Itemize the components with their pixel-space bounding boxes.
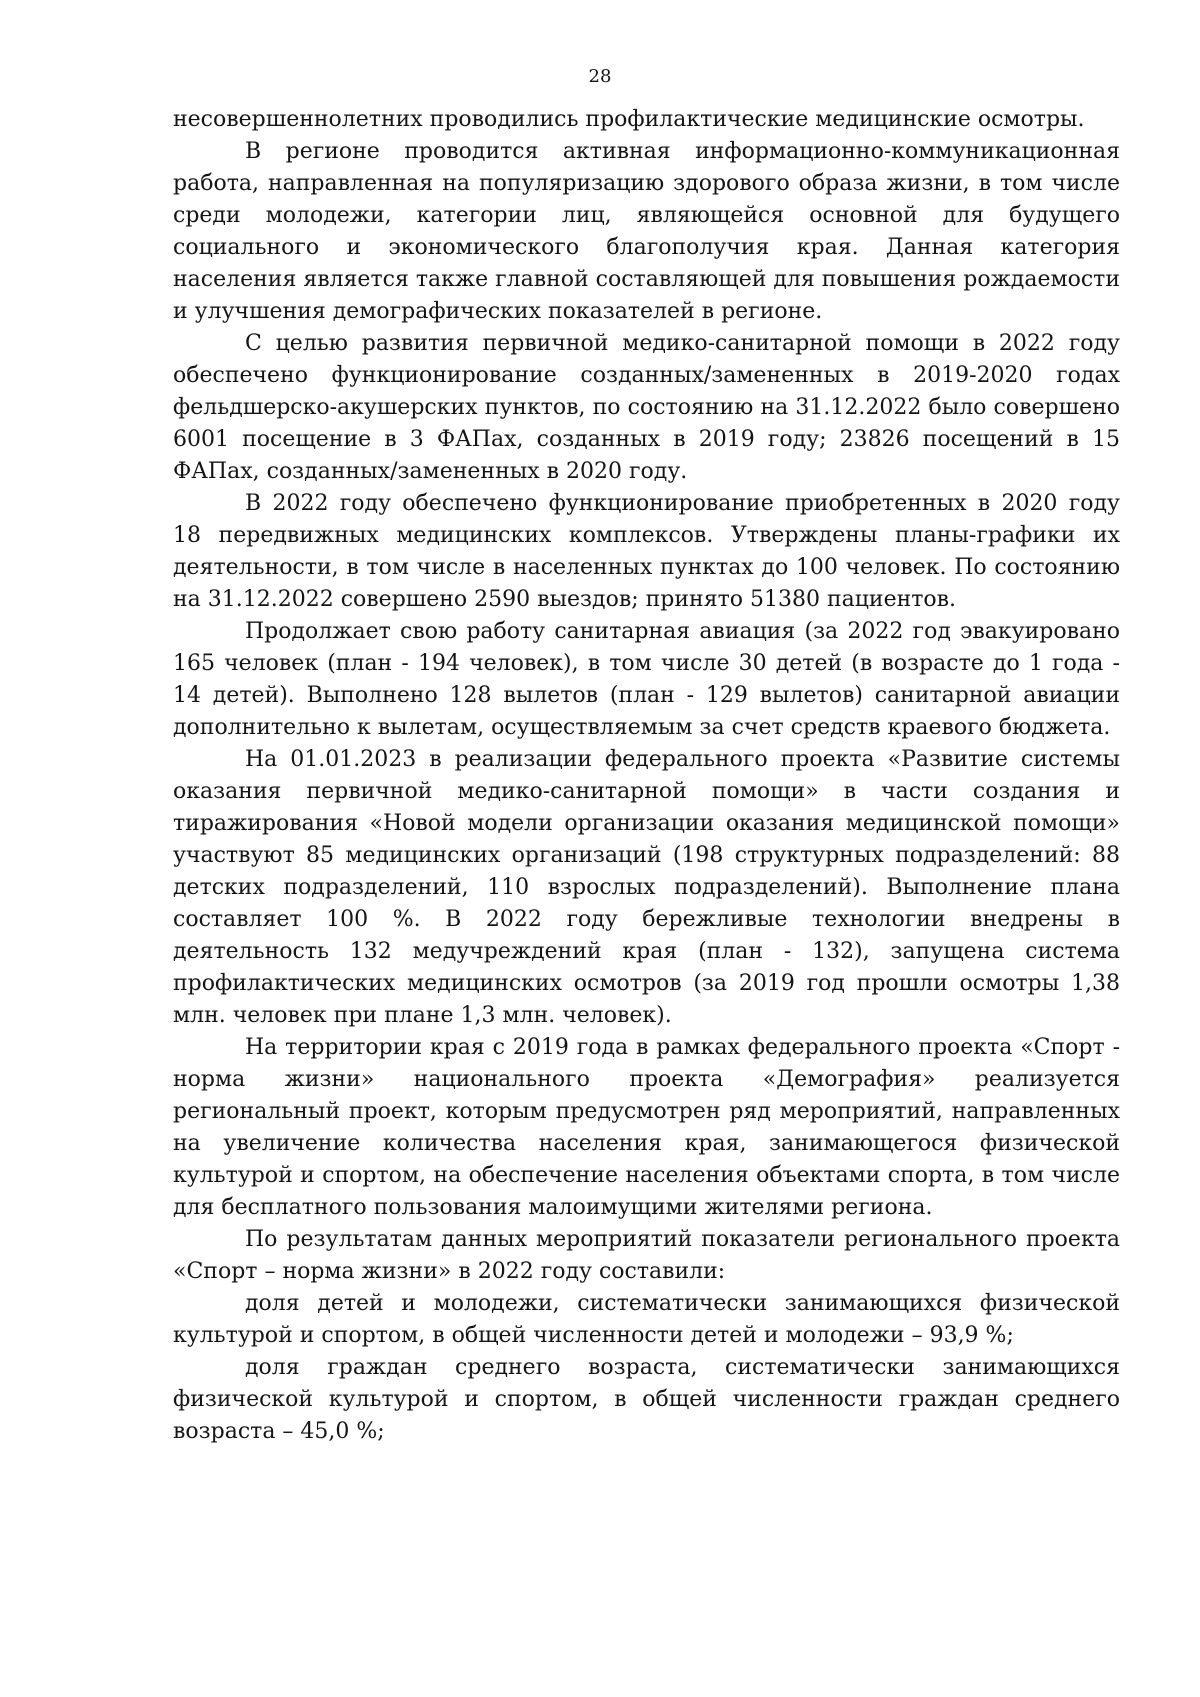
- paragraph-results-intro: По результатам данных мероприятий показатели регионального проекта «Спорт – норма жизни» в 2022 году составили:: [173, 1227, 1120, 1284]
- paragraph-sanitary-aviation: Продолжает свою работу санитарная авиация (за 2022 год эвакуировано 165 человек (план - 194 человек), в том числе 30 детей (в возрасте до 1 года - 14 детей). Выполнено 128 вылетов (план - 129 вылетов) санитарной авиации дополнительно к вылетам, осуществляемым за счет средств краевого бюджета.: [173, 619, 1120, 740]
- paragraph-sport-project: На территории края с 2019 года в рамках федерального проекта «Спорт - норма жизни» национального проекта «Демография» реализуется региональный проект, которым предусмотрен ряд мероприятий, направленных на увеличение количества населения края, занимающегося физической культурой и спортом, на обеспечение населения объектами спорта, в том числе для бесплатного пользования малоимущими жителями региона.: [173, 1035, 1120, 1220]
- paragraph-federal-project: На 01.01.2023 в реализации федерального проекта «Развитие системы оказания первичной медико-санитарной помощи» в части создания и тиражирования «Новой модели организации оказания медицинской помощи» участвуют 85 медицинских организаций (198 структурных подразделений: 88 детских подразделений, 110 взрослых подразделений). Выполнение плана составляет 100 %. В 2022 году бережливые технологии внедрены в деятельность 132 медучреждений края (план - 132), запущена система профилактических медицинских осмотров (за 2019 год прошли осмотры 1,38 млн. человек при плане 1,3 млн. человек).: [173, 747, 1120, 1028]
- document-body: [173, 104, 1120, 1448]
- page-number: 28: [588, 66, 612, 87]
- paragraph-info-work: В регионе проводится активная информационно-коммуникационная работа, направленная на популяризацию здорового образа жизни, в том числе среди молодежи, категории лиц, являющейся основной для будущего социального и экономического благополучия края. Данная категория населения является также главной составляющей для повышения рождаемости и улучшения демографических показателей в регионе.: [173, 139, 1120, 324]
- paragraph-youth-share: доля детей и молодежи, систематически занимающихся физической культурой и спортом, в общей численности детей и молодежи – 93,9 %;: [173, 1291, 1120, 1348]
- paragraph-mobile-complexes: В 2022 году обеспечено функционирование приобретенных в 2020 году 18 передвижных медицинских комплексов. Утверждены планы-графики их деятельности, в том числе в населенных пунктах до 100 человек. По состоянию на 31.12.2022 совершено 2590 выездов; принято 51380 пациентов.: [173, 491, 1120, 612]
- paragraph-middle-age-share: доля граждан среднего возраста, систематически занимающихся физической культурой и спортом, в общей численности граждан среднего возраста – 45,0 %;: [173, 1355, 1120, 1444]
- paragraph-continuation: несовершеннолетних проводились профилактические медицинские осмотры.: [173, 107, 1085, 132]
- paragraph-primary-care: С целью развития первичной медико-санитарной помощи в 2022 году обеспечено функционирование созданных/замененных в 2019-2020 годах фельдшерско-акушерских пунктов, по состоянию на 31.12.2022 было совершено 6001 посещение в 3 ФАПах, созданных в 2019 году; 23826 посещений в 15 ФАПах, созданных/замененных в 2020 году.: [173, 331, 1120, 484]
